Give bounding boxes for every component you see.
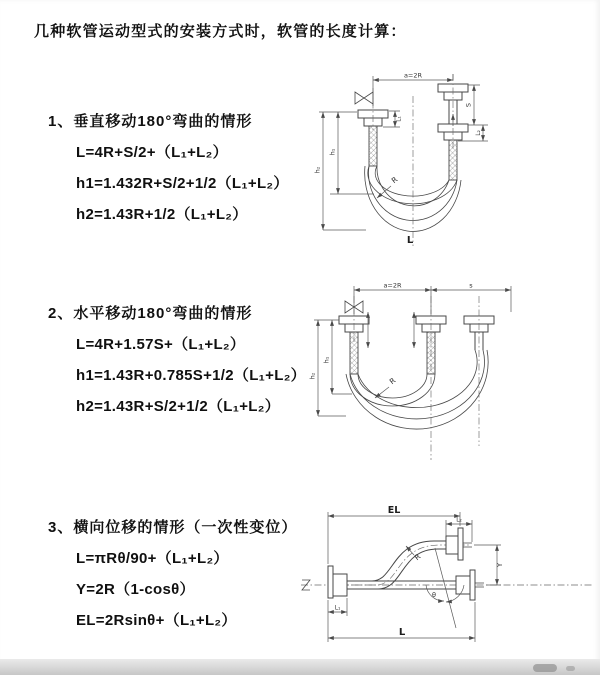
section-horizontal-movement: [48, 302, 306, 416]
formula-h1: h1=1.432R+S/2+1/2（L₁+L₂）: [76, 175, 289, 192]
dimension-l: [328, 600, 475, 642]
page-title: 几种软管运动型式的安装方式时，软管的长度计算：: [34, 23, 407, 40]
scan-edge-band: [0, 659, 600, 675]
formula-y: Y=2R（1-cosθ）: [76, 581, 195, 598]
radius-callout: [375, 376, 397, 398]
formula-el: EL=2Rsinθ+（L₁+L₂）: [76, 612, 237, 629]
valve-icon: [355, 92, 373, 104]
hose-bend-arcs: [346, 350, 488, 429]
diagram-horizontal-180-bend: [306, 276, 598, 466]
braided-hose-section: [369, 126, 377, 166]
dimension-stroke-s: [431, 282, 511, 291]
scan-artifact: [533, 664, 557, 672]
dimension-el: [328, 505, 460, 564]
section-vertical-movement: [48, 110, 289, 224]
dimension-y: [474, 545, 504, 585]
d1-label-s: S: [464, 102, 473, 108]
formula-h2: h2=1.43R+S/2+1/2（L₁+L₂）: [76, 398, 281, 415]
formula-length: L=4R+S/2+（L₁+L₂）: [76, 144, 228, 161]
formula-length: L=πRθ/90+（L₁+L₂）: [76, 550, 229, 567]
dimension-a2r: [354, 282, 511, 315]
dimension-h2: [309, 320, 347, 416]
d3-label-el: EL: [387, 505, 401, 516]
d2-label-h1: h₁: [322, 356, 331, 364]
s-curve-hose: [347, 541, 446, 589]
d2-label-h2: h₂: [308, 372, 317, 380]
d1-label-length: L: [406, 235, 414, 246]
left-flange-assembly: [328, 566, 347, 598]
section-lateral-displacement: [48, 516, 297, 630]
d1-label-radius: R: [389, 174, 400, 186]
section-1-heading: 1、垂直移动180°弯曲的情形: [48, 113, 253, 130]
diagram-vertical-180-bend: [310, 66, 590, 258]
d3-label-theta: θ: [432, 591, 436, 599]
dimension-h2: [314, 112, 367, 230]
d3-label-l1: L₁: [334, 605, 341, 612]
formula-h2: h2=1.43R+1/2（L₁+L₂）: [76, 206, 248, 223]
d3-label-y: Y: [496, 562, 504, 568]
d1-label-h1: h₁: [328, 148, 337, 156]
d1-label-a2r: a=2R: [403, 71, 423, 80]
scan-artifact: [566, 666, 575, 671]
d1-label-h2: h₂: [313, 166, 322, 174]
formula-length: L=4R+1.57S+（L₁+L₂）: [76, 336, 246, 353]
upper-flange-assembly: [446, 528, 472, 560]
formula-h1: h1=1.43R+0.785S+1/2（L₁+L₂）: [76, 367, 306, 384]
d2-label-s: s: [469, 281, 473, 290]
d1-label-l2: L₂: [476, 130, 482, 136]
d3-label-length: L: [398, 627, 406, 638]
diagram-lateral-displacement: [298, 500, 600, 658]
d3-label-radius: R: [412, 551, 423, 563]
d3-label-l2: L₂: [456, 517, 462, 524]
fitting-length-marks: [368, 312, 414, 348]
d2-label-a2r: a=2R: [383, 281, 402, 290]
d1-label-l1: L₁: [396, 116, 403, 122]
section-3-heading: 3、横向位移的情形（一次性变位）: [48, 519, 298, 536]
d2-label-radius: R: [387, 375, 398, 387]
dimension-l1: [328, 598, 347, 616]
section-2-heading: 2、水平移动180°弯曲的情形: [48, 305, 253, 322]
